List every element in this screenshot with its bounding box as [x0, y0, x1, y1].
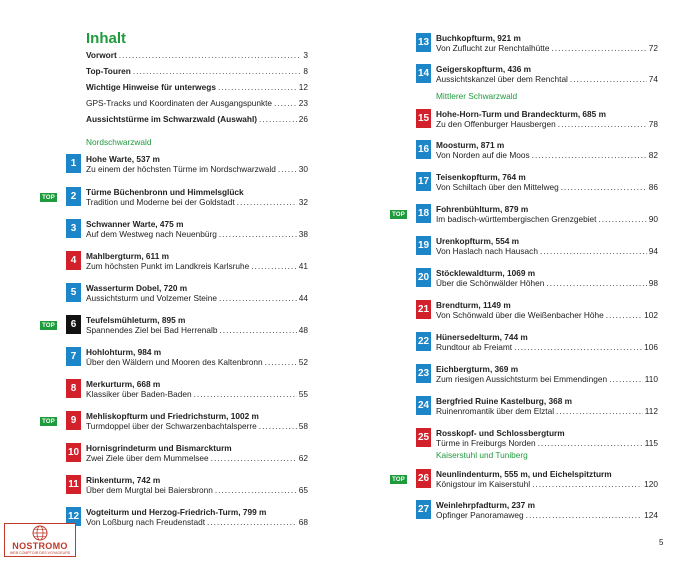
tour-subtitle: Über die Schönwälder Höhen: [436, 278, 545, 288]
front-matter-item[interactable]: [86, 82, 308, 92]
tour-page: 102: [644, 310, 658, 320]
tour-number: 24: [416, 396, 431, 415]
tour-entry[interactable]: [416, 499, 658, 521]
leader-dots: [609, 374, 643, 384]
logo-tagline: WEB COMPTOIR DES VOYAGEURS: [9, 551, 71, 555]
tour-entry[interactable]: [66, 314, 308, 336]
tour-subtitle: Ruinenromantik über dem Elztal: [436, 406, 555, 416]
front-matter-item[interactable]: [86, 98, 308, 108]
tour-subtitle-line: [86, 197, 308, 207]
tour-subtitle-line: [436, 479, 658, 489]
tour-title: Hohe Warte, 537 m: [86, 154, 160, 164]
tour-number: 1: [66, 154, 81, 173]
leader-dots: [237, 197, 297, 207]
tour-subtitle: Auf dem Westweg nach Neuenbürg: [86, 229, 217, 239]
tour-subtitle-line: [436, 74, 658, 84]
leader-dots: [133, 66, 302, 76]
tour-number: 21: [416, 300, 431, 319]
tour-subtitle-line: [86, 325, 308, 335]
tour-title: Wasserturm Dobel, 720 m: [86, 283, 188, 293]
front-matter-page: 26: [298, 114, 308, 124]
tour-subtitle: Von Loßburg nach Freudenstadt: [86, 517, 206, 527]
tour-title: Stöcklewaldturm, 1069 m: [436, 268, 536, 278]
leader-dots: [218, 82, 297, 92]
tour-page: 74: [648, 74, 658, 84]
tour-title: Weinlehrpfadturm, 237 m: [436, 500, 535, 510]
logo-name: NOSTROMO: [12, 541, 68, 551]
tour-number: 7: [66, 347, 81, 366]
tour-entry[interactable]: [416, 427, 658, 449]
front-matter-label: GPS-Tracks und Koordinaten der Ausgangspunkte: [86, 98, 273, 108]
tour-title: Buchkopfturm, 921 m: [436, 33, 521, 43]
front-matter-page: 3: [303, 50, 308, 60]
leader-dots: [561, 182, 647, 192]
tour-page: 48: [298, 325, 308, 335]
tour-title: Hohlohturm, 984 m: [86, 347, 162, 357]
tour-number: 16: [416, 140, 431, 159]
tour-number: 26: [416, 469, 431, 488]
tour-title: Teisenkopfturm, 764 m: [436, 172, 526, 182]
tour-page: 115: [644, 438, 658, 448]
top-tour-badge: TOP: [40, 193, 57, 202]
tour-subtitle-line: [86, 357, 308, 367]
tour-subtitle-line: [86, 229, 308, 239]
tour-title: Fohrenbühlturm, 879 m: [436, 204, 529, 214]
tour-number: 22: [416, 332, 431, 351]
tour-subtitle: Zu den Offenburger Hausbergen: [436, 119, 556, 129]
tour-subtitle-line: [86, 421, 308, 431]
tour-title: Geigerskopfturm, 436 m: [436, 64, 531, 74]
tour-number: 12: [66, 507, 81, 526]
tour-subtitle-line: [436, 214, 658, 224]
tour-entry[interactable]: [416, 203, 658, 225]
tour-title: Vogteiturm und Herzog-Friedrich-Turm, 799 m: [86, 507, 267, 517]
page-number: 5: [659, 538, 664, 547]
tour-entry[interactable]: [66, 153, 308, 175]
top-tour-badge: TOP: [40, 321, 57, 330]
tour-title: Rosskopf- und Schlossbergturm: [436, 428, 565, 438]
leader-dots: [540, 246, 647, 256]
tour-title: Urenkopfturm, 554 m: [436, 236, 519, 246]
tour-entry[interactable]: [416, 108, 658, 130]
tour-subtitle: Von Zuflucht zur Renchtalhütte: [436, 43, 550, 53]
tour-entry[interactable]: [416, 139, 658, 161]
tour-subtitle: Opfinger Panoramaweg: [436, 510, 524, 520]
leader-dots: [598, 214, 646, 224]
tour-subtitle-line: [436, 374, 658, 384]
tour-entry[interactable]: [416, 331, 658, 353]
tour-subtitle-line: [436, 119, 658, 129]
tour-title: Brendturm, 1149 m: [436, 300, 511, 310]
tour-subtitle-line: [86, 261, 308, 271]
tour-page: 82: [648, 150, 658, 160]
tour-subtitle-line: [436, 246, 658, 256]
tour-page: 86: [648, 182, 658, 192]
tour-subtitle-line: [436, 438, 658, 448]
front-matter-label: Wichtige Hinweise für unterwegs: [86, 82, 216, 92]
tour-subtitle: Zum höchsten Punkt im Landkreis Karlsruhe: [86, 261, 250, 271]
leader-dots: [259, 114, 297, 124]
tour-number: 2: [66, 187, 81, 206]
tour-page: 32: [298, 197, 308, 207]
tour-subtitle-line: [86, 164, 308, 174]
tour-subtitle: Rundtour ab Freiamt: [436, 342, 513, 352]
tour-subtitle: Von Norden auf die Moos: [436, 150, 530, 160]
tour-title: Eichbergturm, 369 m: [436, 364, 519, 374]
tour-page: 44: [298, 293, 308, 303]
tour-subtitle-line: [86, 293, 308, 303]
tour-entry[interactable]: [416, 395, 658, 417]
tour-entry[interactable]: [416, 235, 658, 257]
tour-entry[interactable]: [66, 474, 308, 496]
tour-entry[interactable]: [66, 346, 308, 368]
tour-subtitle: Aussichtsturm und Volzemer Steine: [86, 293, 217, 303]
tour-title: Mahlbergturm, 611 m: [86, 251, 169, 261]
leader-dots: [556, 406, 643, 416]
section-heading-mittlerer-schwarzwald: Mittlerer Schwarzwald: [436, 91, 518, 101]
tour-subtitle-line: [436, 342, 658, 352]
tour-subtitle-line: [436, 150, 658, 160]
tour-number: 11: [66, 475, 81, 494]
tour-number: 18: [416, 204, 431, 223]
tour-number: 14: [416, 64, 431, 83]
tour-page: 62: [298, 453, 308, 463]
page-title: Inhalt: [86, 30, 126, 47]
tour-entry[interactable]: [416, 299, 658, 321]
tour-title: Moosturm, 871 m: [436, 140, 505, 150]
tour-title: Hünersedelturm, 744 m: [436, 332, 528, 342]
tour-page: 68: [298, 517, 308, 527]
front-matter-page: 8: [303, 66, 308, 76]
top-tour-badge: TOP: [390, 210, 407, 219]
tour-subtitle: Über den Wäldern und Mooren des Kaltenbronn: [86, 357, 263, 367]
tour-title: Hornisgrindeturm und Bismarckturm: [86, 443, 232, 453]
leader-dots: [532, 479, 642, 489]
tour-title: Türme Büchenbronn und Himmelsglück: [86, 187, 244, 197]
nostromo-logo: [4, 523, 76, 557]
leader-dots: [278, 164, 297, 174]
tour-page: 38: [298, 229, 308, 239]
tour-subtitle: Zu einem der höchsten Türme im Nordschwarzwald: [86, 164, 276, 174]
tour-subtitle: Spannendes Ziel bei Bad Herrenalb: [86, 325, 218, 335]
leader-dots: [514, 342, 642, 352]
tour-entry[interactable]: [66, 282, 308, 304]
tour-subtitle: Im badisch-württembergischen Grenzgebiet: [436, 214, 597, 224]
tour-entry[interactable]: [416, 63, 658, 85]
tour-number: 4: [66, 251, 81, 270]
tour-page: 120: [644, 479, 658, 489]
tour-title: Teufelsmühleturm, 895 m: [86, 315, 186, 325]
tour-subtitle-line: [436, 278, 658, 288]
top-tour-badge: TOP: [390, 475, 407, 484]
tour-number: 3: [66, 219, 81, 238]
tour-number: 13: [416, 33, 431, 52]
tour-title: Merkurturm, 668 m: [86, 379, 161, 389]
tour-entry[interactable]: [66, 186, 308, 208]
tour-subtitle-line: [86, 389, 308, 399]
front-matter-page: 23: [298, 98, 308, 108]
tour-subtitle: Zwei Ziele über dem Mummelsee: [86, 453, 209, 463]
tour-entry[interactable]: [66, 218, 308, 240]
leader-dots: [538, 438, 643, 448]
front-matter-label: Vorwort: [86, 50, 117, 60]
tour-number: 6: [66, 315, 81, 334]
tour-subtitle: Von Schönwald über die Weißenbacher Höhe: [436, 310, 604, 320]
tour-subtitle: Über dem Murgtal bei Baiersbronn: [86, 485, 213, 495]
tour-page: 110: [644, 374, 658, 384]
leader-dots: [532, 150, 647, 160]
leader-dots: [551, 43, 646, 53]
tour-number: 25: [416, 428, 431, 447]
tour-page: 112: [644, 406, 658, 416]
leader-dots: [251, 261, 297, 271]
tour-subtitle: Tradition und Moderne bei der Goldstadt: [86, 197, 235, 207]
leader-dots: [558, 119, 647, 129]
tour-subtitle: Türme in Freiburgs Norden: [436, 438, 536, 448]
leader-dots: [219, 325, 296, 335]
leader-dots: [219, 293, 297, 303]
tour-subtitle-line: [436, 510, 658, 520]
globe-icon: [29, 525, 51, 541]
tour-subtitle-line: [436, 406, 658, 416]
tour-number: 17: [416, 172, 431, 191]
leader-dots: [259, 421, 297, 431]
tour-subtitle-line: [436, 182, 658, 192]
section-heading-kaiserstuhl: Kaiserstuhl und Tuniberg: [436, 450, 528, 460]
tour-title: Bergfried Ruine Kastelburg, 368 m: [436, 396, 573, 406]
front-matter-label: Top-Touren: [86, 66, 131, 76]
leader-dots: [570, 74, 647, 84]
tour-entry[interactable]: [66, 410, 308, 432]
front-matter-item[interactable]: [86, 66, 308, 76]
tour-subtitle: Königstour im Kaiserstuhl: [436, 479, 531, 489]
tour-page: 30: [298, 164, 308, 174]
leader-dots: [119, 50, 302, 60]
tour-subtitle-line: [86, 453, 308, 463]
tour-title: Rinkenturm, 742 m: [86, 475, 161, 485]
tour-number: 15: [416, 109, 431, 128]
tour-entry[interactable]: [416, 468, 658, 490]
front-matter-item[interactable]: [86, 114, 308, 124]
tour-page: 52: [298, 357, 308, 367]
tour-subtitle-line: [86, 485, 308, 495]
tour-title: Hohe-Horn-Turm und Brandeckturm, 685 m: [436, 109, 606, 119]
leader-dots: [274, 98, 297, 108]
tour-subtitle: Zum riesigen Aussichtsturm bei Emmendingen: [436, 374, 608, 384]
tour-number: 23: [416, 364, 431, 383]
tour-page: 78: [648, 119, 658, 129]
tour-entry[interactable]: [66, 378, 308, 400]
leader-dots: [211, 453, 297, 463]
tour-subtitle: Klassiker über Baden-Baden: [86, 389, 192, 399]
tour-number: 27: [416, 500, 431, 519]
tour-subtitle: Turmdoppel über der Schwarzenbachtalsperre: [86, 421, 257, 431]
tour-entry[interactable]: [66, 506, 308, 528]
leader-dots: [207, 517, 297, 527]
tour-number: 8: [66, 379, 81, 398]
tour-page: 58: [298, 421, 308, 431]
tour-subtitle: Von Haslach nach Hausach: [436, 246, 538, 256]
top-tour-badge: TOP: [40, 417, 57, 426]
tour-number: 9: [66, 411, 81, 430]
tour-subtitle-line: [86, 517, 308, 527]
tour-subtitle-line: [436, 310, 658, 320]
tour-page: 41: [298, 261, 308, 271]
tour-page: 106: [644, 342, 658, 352]
tour-number: 20: [416, 268, 431, 287]
tour-page: 90: [648, 214, 658, 224]
leader-dots: [215, 485, 297, 495]
leader-dots: [265, 357, 297, 367]
tour-number: 10: [66, 443, 81, 462]
tour-subtitle: Aussichtskanzel über dem Renchtal: [436, 74, 568, 84]
tour-title: Schwanner Warte, 475 m: [86, 219, 184, 229]
front-matter-label: Aussichtstürme im Schwarzwald (Auswahl): [86, 114, 258, 124]
tour-entry[interactable]: [66, 250, 308, 272]
tour-page: 98: [648, 278, 658, 288]
tour-number: 19: [416, 236, 431, 255]
tour-page: 55: [298, 389, 308, 399]
tour-page: 65: [298, 485, 308, 495]
leader-dots: [606, 310, 642, 320]
tour-entry[interactable]: [416, 171, 658, 193]
front-matter-item[interactable]: [86, 50, 308, 60]
section-heading-nordschwarzwald: Nordschwarzwald: [86, 137, 152, 147]
tour-subtitle: Von Schiltach über den Mittelweg: [436, 182, 559, 192]
tour-page: 94: [648, 246, 658, 256]
leader-dots: [219, 229, 297, 239]
tour-page: 124: [644, 510, 658, 520]
tour-entry[interactable]: [416, 267, 658, 289]
tour-entry[interactable]: [416, 32, 658, 54]
tour-entry[interactable]: [416, 363, 658, 385]
leader-dots: [526, 510, 643, 520]
tour-subtitle-line: [436, 43, 658, 53]
tour-title: Neunlindenturm, 555 m, und Eichelspitzturm: [436, 469, 612, 479]
tour-entry[interactable]: [66, 442, 308, 464]
leader-dots: [194, 389, 297, 399]
front-matter-page: 12: [298, 82, 308, 92]
tour-number: 5: [66, 283, 81, 302]
tour-page: 72: [648, 43, 658, 53]
leader-dots: [546, 278, 646, 288]
tour-title: Mehliskopfturm und Friedrichsturm, 1002 m: [86, 411, 259, 421]
